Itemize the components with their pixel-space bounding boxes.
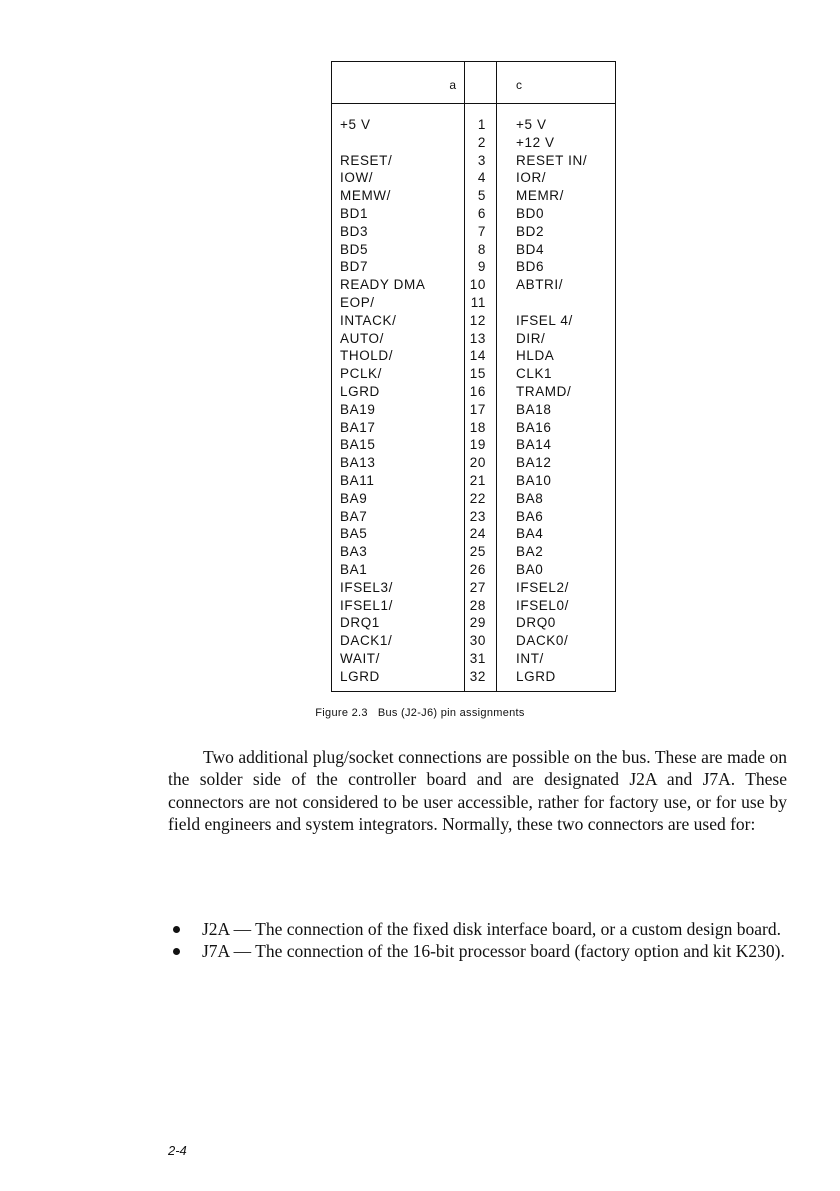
- signal-a: BA7: [340, 508, 368, 524]
- signal-a: BA1: [340, 561, 368, 577]
- table-row: [332, 561, 615, 579]
- signal-a: PCLK/: [340, 366, 383, 382]
- table-body: [332, 116, 615, 686]
- signal-c: DACK0/: [516, 633, 569, 649]
- pin-number: 13: [469, 330, 486, 346]
- signal-c: BA14: [516, 437, 552, 453]
- figure-title: Bus (J2-J6) pin assignments: [377, 707, 525, 719]
- pin-number: 31: [469, 650, 486, 666]
- signal-c: BA0: [516, 561, 544, 577]
- signal-c: BA10: [516, 472, 552, 488]
- signal-c: BA18: [516, 401, 552, 417]
- list-item-text: J7A — The connection of the 16-bit processor board (factory option and kit K230).: [202, 941, 785, 962]
- signal-c: BA6: [516, 508, 544, 524]
- table-row: [332, 223, 615, 241]
- signal-c: BA8: [516, 490, 544, 506]
- signal-c: LGRD: [516, 668, 556, 684]
- bullet-icon: [173, 948, 180, 955]
- pin-number: 10: [469, 277, 486, 293]
- table-row: [332, 134, 615, 152]
- table-row: [332, 490, 615, 508]
- signal-a: INTACK/: [340, 312, 397, 328]
- signal-c: MEMR/: [516, 188, 564, 204]
- signal-c: TRAMD/: [516, 383, 572, 399]
- table-row: [332, 294, 615, 312]
- table-row: [332, 116, 615, 134]
- signal-c: BD6: [516, 259, 545, 275]
- signal-a: BD3: [340, 223, 369, 239]
- table-row: [332, 597, 615, 615]
- table-row: [332, 632, 615, 650]
- pin-number: 24: [469, 526, 486, 542]
- bullet-icon: [173, 926, 180, 933]
- pin-number: 32: [469, 668, 486, 684]
- signal-a: BD7: [340, 259, 369, 275]
- signal-a: THOLD/: [340, 348, 394, 364]
- pin-number: 18: [469, 419, 486, 435]
- pin-number: 3: [477, 152, 486, 168]
- table-row: [332, 508, 615, 526]
- signal-c: IFSEL2/: [516, 579, 569, 595]
- table-row: [332, 205, 615, 223]
- signal-c: HLDA: [516, 348, 555, 364]
- pin-number: 20: [469, 455, 486, 471]
- table-row: [332, 472, 615, 490]
- table-row: [332, 650, 615, 668]
- signal-c: INT/: [516, 650, 544, 666]
- signal-a: RESET/: [340, 152, 393, 168]
- pin-number: 17: [469, 401, 486, 417]
- table-row: [332, 614, 615, 632]
- bullet-list: [168, 918, 787, 963]
- pin-number: 14: [469, 348, 486, 364]
- column-header-pin: [464, 62, 497, 104]
- table-row: [332, 312, 615, 330]
- table-row: [332, 276, 615, 294]
- signal-a: BA5: [340, 526, 368, 542]
- pin-assignment-table: [331, 61, 616, 692]
- signal-a: BA17: [340, 419, 376, 435]
- pin-number: 2: [477, 134, 486, 150]
- signal-c: RESET IN/: [516, 152, 588, 168]
- pin-number: 6: [477, 205, 486, 221]
- signal-a: DACK1/: [340, 633, 393, 649]
- pin-number: 25: [469, 544, 486, 560]
- table-row: [332, 187, 615, 205]
- table-row: [332, 401, 615, 419]
- signal-a: BA13: [340, 455, 376, 471]
- pin-number: 21: [469, 472, 486, 488]
- column-a-label: a: [449, 78, 456, 92]
- pin-number: 12: [469, 312, 486, 328]
- pin-number: 19: [469, 437, 486, 453]
- table-row: [332, 668, 615, 686]
- signal-c: +5 V: [516, 117, 547, 132]
- signal-c: BD4: [516, 241, 545, 257]
- pin-number: 26: [469, 561, 486, 577]
- signal-a: BA3: [340, 544, 368, 560]
- signal-c: DRQ0: [516, 615, 556, 631]
- pin-number: 5: [477, 188, 486, 204]
- signal-a: BA19: [340, 401, 376, 417]
- signal-a: BD1: [340, 205, 369, 221]
- table-row: [332, 241, 615, 259]
- signal-a: WAIT/: [340, 650, 380, 666]
- signal-c: +12 V: [516, 134, 555, 150]
- pin-number: 9: [477, 259, 486, 275]
- signal-c: IFSEL 4/: [516, 312, 573, 328]
- table-row: [332, 383, 615, 401]
- figure-number: Figure 2.3: [315, 707, 368, 719]
- list-item: [168, 940, 787, 962]
- signal-a: MEMW/: [340, 188, 391, 204]
- figure-caption: [0, 707, 840, 719]
- signal-a: BA11: [340, 472, 375, 488]
- table-row: [332, 330, 615, 348]
- pin-number: 16: [469, 383, 486, 399]
- table-row: [332, 419, 615, 437]
- signal-a: BA15: [340, 437, 376, 453]
- table-row: [332, 543, 615, 561]
- pin-number: 30: [469, 633, 486, 649]
- column-header-a: [332, 62, 464, 104]
- pin-number: 1: [477, 117, 486, 132]
- signal-c: ABTRI/: [516, 277, 564, 293]
- column-header-c: [497, 62, 615, 104]
- signal-c: BA12: [516, 455, 552, 471]
- signal-a: IFSEL1/: [340, 597, 393, 613]
- table-row: [332, 579, 615, 597]
- pin-number: 8: [477, 241, 486, 257]
- signal-a: EOP/: [340, 294, 375, 310]
- table-row: [332, 525, 615, 543]
- pin-number: 11: [470, 294, 486, 310]
- column-c-label: c: [516, 78, 522, 92]
- signal-a: LGRD: [340, 383, 380, 399]
- signal-a: DRQ1: [340, 615, 380, 631]
- signal-a: IOW/: [340, 170, 374, 186]
- pin-number: 28: [469, 597, 486, 613]
- table-row: [332, 436, 615, 454]
- signal-a: +5 V: [340, 117, 371, 132]
- paragraph-text: Two additional plug/socket connections are possible on the bus. These are made on the solder side of the controller board and are designated J2A and J7A. These connectors are not considered to be user accessible, rather for factory use, or for use by field engineers and system integrators. Normally, these two connectors are used for:: [168, 747, 787, 834]
- signal-c: BD2: [516, 223, 545, 239]
- signal-c: BA16: [516, 419, 552, 435]
- table-row: [332, 258, 615, 276]
- list-item: [168, 918, 787, 940]
- table-row: [332, 454, 615, 472]
- table-row: [332, 152, 615, 170]
- signal-c: DIR/: [516, 330, 546, 346]
- signal-c: BD0: [516, 205, 545, 221]
- signal-c: IFSEL0/: [516, 597, 569, 613]
- signal-a: LGRD: [340, 668, 380, 684]
- body-paragraph: [168, 746, 787, 835]
- pin-number: 23: [469, 508, 486, 524]
- pin-number: 22: [469, 490, 486, 506]
- signal-c: BA2: [516, 544, 544, 560]
- signal-c: IOR/: [516, 170, 547, 186]
- table-row: [332, 347, 615, 365]
- pin-number: 7: [477, 223, 486, 239]
- list-item-text: J2A — The connection of the fixed disk interface board, or a custom design board.: [202, 919, 781, 939]
- pin-number: 4: [477, 170, 486, 186]
- signal-c: CLK1: [516, 366, 553, 382]
- pin-number: 29: [469, 615, 486, 631]
- signal-a: READY DMA: [340, 277, 426, 293]
- pin-number: 27: [469, 579, 486, 595]
- page-number: 2-4: [168, 1143, 187, 1158]
- table-row: [332, 169, 615, 187]
- signal-c: BA4: [516, 526, 544, 542]
- signal-a: BA9: [340, 490, 368, 506]
- signal-a: AUTO/: [340, 330, 385, 346]
- signal-a: IFSEL3/: [340, 579, 393, 595]
- pin-number: 15: [469, 366, 486, 382]
- signal-a: BD5: [340, 241, 369, 257]
- table-row: [332, 365, 615, 383]
